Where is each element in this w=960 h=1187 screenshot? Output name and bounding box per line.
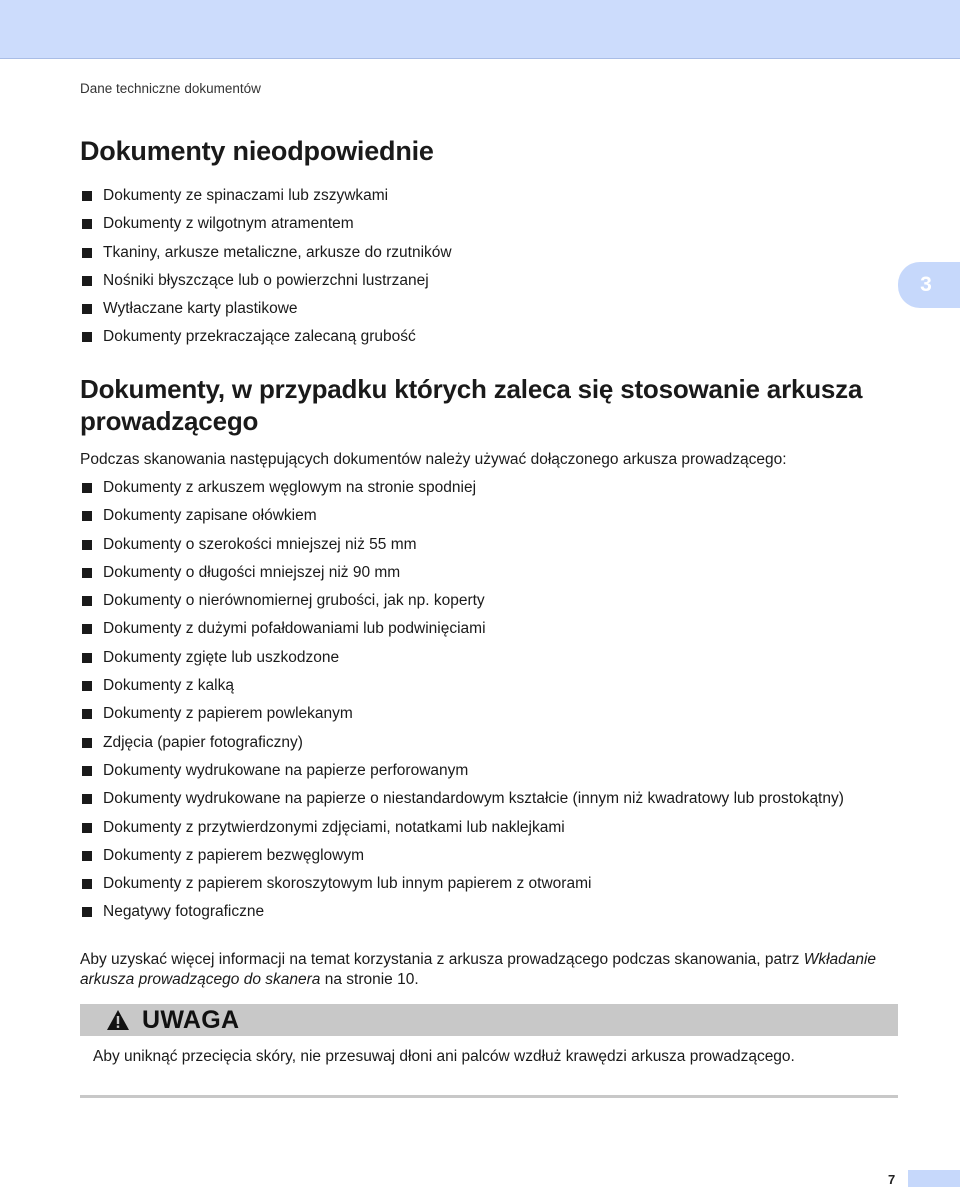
list-item: Dokumenty z przytwierdzonymi zdjęciami, notatkami lub naklejkami bbox=[80, 818, 880, 838]
warning-text: Aby uniknąć przecięcia skóry, nie przesuwaj dłoni ani palców wzdłuż krawędzi arkusza prowadzącego. bbox=[93, 1048, 795, 1065]
bullet-square-icon bbox=[82, 191, 92, 201]
section-intro: Podczas skanowania następujących dokumentów należy używać dołączonego arkusza prowadzącego: bbox=[80, 451, 787, 468]
list-item: Dokumenty o nierównomiernej grubości, jak np. koperty bbox=[80, 591, 880, 611]
list-item: Dokumenty o długości mniejszej niż 90 mm bbox=[80, 563, 880, 583]
bullet-square-icon bbox=[82, 653, 92, 663]
section-title-carrier-sheet: Dokumenty, w przypadku których zaleca się stosowanie arkusza prowadzącego bbox=[80, 374, 863, 436]
list-item: Dokumenty wydrukowane na papierze o niestandardowym kształcie (innym niż kwadratowy lub prostokątny) bbox=[80, 789, 880, 809]
unsuitable-list bbox=[80, 186, 880, 356]
list-item: Negatywy fotograficzne bbox=[80, 902, 880, 922]
bullet-square-icon bbox=[82, 766, 92, 776]
bullet-square-icon bbox=[82, 851, 92, 861]
list-item: Dokumenty zapisane ołówkiem bbox=[80, 506, 880, 526]
list-item: Dokumenty ze spinaczami lub zszywkami bbox=[80, 186, 880, 206]
bullet-square-icon bbox=[82, 709, 92, 719]
bullet-square-icon bbox=[82, 332, 92, 342]
list-item: Dokumenty zgięte lub uszkodzone bbox=[80, 648, 880, 668]
bullet-square-icon bbox=[82, 879, 92, 889]
bullet-square-icon bbox=[82, 483, 92, 493]
bullet-square-icon bbox=[82, 823, 92, 833]
list-item: Dokumenty z papierem bezwęglowym bbox=[80, 846, 880, 866]
more-info-suffix: na stronie 10. bbox=[324, 971, 419, 988]
bullet-square-icon bbox=[82, 540, 92, 550]
list-item: Dokumenty z dużymi pofałdowaniami lub podwinięciami bbox=[80, 619, 880, 639]
list-item: Dokumenty z wilgotnym atramentem bbox=[80, 214, 880, 234]
bullet-square-icon bbox=[82, 568, 92, 578]
list-item: Dokumenty z arkuszem węglowym na stronie spodniej bbox=[80, 478, 880, 498]
bullet-square-icon bbox=[82, 511, 92, 521]
chapter-tab: 3 bbox=[898, 262, 960, 308]
bullet-square-icon bbox=[82, 907, 92, 917]
warning-box bbox=[80, 1036, 898, 1098]
list-item: Dokumenty o szerokości mniejszej niż 55 mm bbox=[80, 535, 880, 555]
bullet-square-icon bbox=[82, 681, 92, 691]
list-item: Zdjęcia (papier fotograficzny) bbox=[80, 733, 880, 753]
list-item: Dokumenty z papierem powlekanym bbox=[80, 704, 880, 724]
list-item: Tkaniny, arkusze metaliczne, arkusze do rzutników bbox=[80, 243, 880, 263]
warning-header bbox=[80, 1004, 898, 1036]
list-item: Dokumenty przekraczające zalecaną grubość bbox=[80, 327, 880, 347]
section-title-unsuitable: Dokumenty nieodpowiednie bbox=[80, 136, 434, 166]
running-header: Dane techniczne dokumentów bbox=[80, 81, 261, 96]
more-info-prefix: Aby uzyskać więcej informacji na temat korzystania z arkusza prowadzącego podczas skanowania, patrz bbox=[80, 951, 800, 968]
list-item: Wytłaczane karty plastikowe bbox=[80, 299, 880, 319]
bullet-square-icon bbox=[82, 738, 92, 748]
warning-triangle-icon bbox=[106, 1009, 130, 1031]
list-item: Nośniki błyszczące lub o powierzchni lustrzanej bbox=[80, 271, 880, 291]
page-number: 7 bbox=[888, 1172, 896, 1187]
bullet-square-icon bbox=[82, 794, 92, 804]
page-tab bbox=[908, 1170, 960, 1187]
bullet-square-icon bbox=[82, 219, 92, 229]
top-band bbox=[0, 0, 960, 59]
bullet-square-icon bbox=[82, 624, 92, 634]
carrier-sheet-list bbox=[80, 478, 880, 931]
warning-title: UWAGA bbox=[142, 1005, 240, 1034]
bullet-square-icon bbox=[82, 276, 92, 286]
more-info-paragraph bbox=[80, 950, 900, 990]
list-item: Dokumenty wydrukowane na papierze perforowanym bbox=[80, 761, 880, 781]
list-item: Dokumenty z papierem skoroszytowym lub innym papierem z otworami bbox=[80, 874, 880, 894]
bullet-square-icon bbox=[82, 248, 92, 258]
list-item: Dokumenty z kalką bbox=[80, 676, 880, 696]
more-info-link[interactable]: Wkładanie arkusza prowadzącego do skanera bbox=[80, 951, 877, 988]
bullet-square-icon bbox=[82, 304, 92, 314]
bullet-square-icon bbox=[82, 596, 92, 606]
